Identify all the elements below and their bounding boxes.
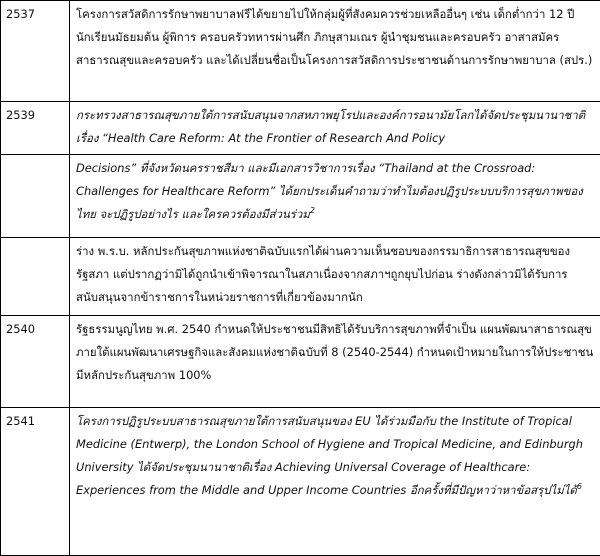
table-row [1, 155, 600, 238]
description-cell: โครงการสวัสดิการรักษาพยาบาลฟรีได้ขยายไปให้กลุ่มผู้ที่สังคมควรช่วยเหลืออื่นๆ เช่น เด็กต่ำกว่า 12 ปี นักเรียนมัธยมต้น ผู้พิการ ครอบครัวทหารผ่านศึก ภิกษุสามเณร ผู้นำชุมชนและครอบครัว อาสาสมัครสาธารณสุขและครอบครัว และได้เปลี่ยนชื่อเป็นโครงการสวัสดิการประชาชนด้านการรักษาพยาบาล (สปร.) [70, 1, 600, 102]
description-cell: ร่าง พ.ร.บ. หลักประกันสุขภาพแห่งชาติฉบับแรกได้ผ่านความเห็นชอบของกรรมาธิการสาธารณสุขของรัฐสภา แต่ปรากฏว่ามิได้ถูกนำเข้าพิจารณาในสภาเนื่องจากสภาฯถูกยุบไปก่อน ร่างดังกล่าวมิได้รับการสนับสนุนจากข้าราชการในหน่วยราชการที่เกี่ยวข้องมากนัก [70, 238, 600, 316]
description-cell [70, 408, 600, 556]
description-cell: รัฐธรรมนูญไทย พ.ศ. 2540 กำหนดให้ประชาชนมีสิทธิได้รับบริการสุขภาพที่จำเป็น แผนพัฒนาสาธารณสุขภายใต้แผนพัฒนาเศรษฐกิจและสังคมแห่งชาติฉบับที่ 8 (2540-2544) กำหนดเป้าหมายในการให้ประชาชนมีหลักประกันสุขภาพ 100% [70, 316, 600, 408]
year-cell [1, 155, 70, 238]
description-cell [70, 155, 600, 238]
description-text: โครงการปฏิรูประบบสาธารณสุขภายใต้การสนับสนุนของ EU ได้ร่วมมือกับ the Institute of Tropical Medicine (Entwerp), the London School of Hygiene and Tropical Medicine, and Edinburgh University ได้จัดประชุมนานาชาติเรื่อง Achieving Universal Coverage of Healthcare: Experiences from the Middle and Upper Income Countries อีกครั้งที่มีปัญหาว่าหาข้อสรุปไม่ได้ [76, 414, 583, 497]
footnote-marker: 2 [310, 206, 315, 215]
table-row [1, 408, 600, 556]
footnote-marker: 6 [577, 482, 582, 491]
table-row [1, 316, 600, 408]
year-cell: 2541 [1, 408, 70, 556]
table-row [1, 1, 600, 102]
description-text: Decisions” ที่จังหวัดนครราชสีมา และมีเอกสารวิชาการเรื่อง “Thailand at the Crossroad: Challenges for Healthcare Reform” ได้ยกประเด็นคำถามว่าทำไมต้องปฏิรูประบบบริการสุขภาพของไทย จะปฏิรูปอย่างไร และใครควรต้องมีส่วนร่วม [76, 161, 583, 221]
year-cell: 2540 [1, 316, 70, 408]
year-cell [1, 238, 70, 316]
table-row [1, 238, 600, 316]
year-cell: 2539 [1, 102, 70, 155]
table-row [1, 102, 600, 155]
description-cell: กระทรวงสาธารณสุขภายใต้การสนับสนุนจากสหภาพยุโรปและองค์การอนามัยโลกได้จัดประชุมนานาชาติ เรื่อง “Health Care Reform: At the Frontier of Research And Policy [70, 102, 600, 155]
year-cell: 2537 [1, 1, 70, 102]
